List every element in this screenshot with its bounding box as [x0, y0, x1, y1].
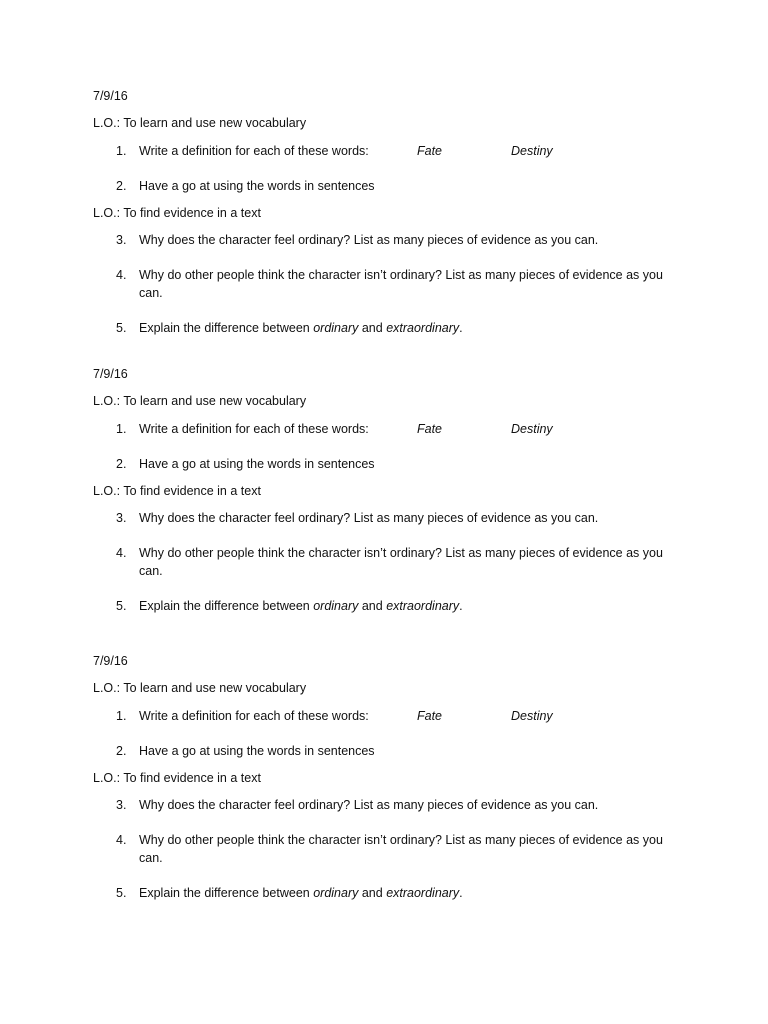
item-text: Write a definition for each of these words:	[139, 144, 369, 158]
item-text: Why does the character feel ordinary? List as many pieces of evidence as you can.	[139, 798, 599, 812]
item-number: 2.	[116, 179, 127, 193]
text-part: .	[459, 321, 463, 335]
item-text: Write a definition for each of these words:	[139, 422, 369, 436]
item-number: 5.	[116, 886, 127, 900]
text-part: Explain the difference between	[139, 886, 314, 900]
emphasis-word: extraordinary	[386, 886, 460, 900]
item-text: Why does the character feel ordinary? List as many pieces of evidence as you can.	[139, 511, 599, 525]
emphasis-word: extraordinary	[386, 321, 460, 335]
item-number: 2.	[116, 457, 127, 471]
item-text	[139, 319, 669, 337]
item-number: 5.	[116, 599, 127, 613]
date: 7/9/16	[93, 654, 128, 668]
item-text: Have a go at using the words in sentences	[139, 457, 375, 471]
date: 7/9/16	[93, 367, 128, 381]
learning-objective: L.O.: To find evidence in a text	[93, 206, 261, 220]
item-number: 4.	[116, 268, 127, 282]
item-number: 1.	[116, 709, 127, 723]
item-number: 3.	[116, 798, 127, 812]
vocab-word: Fate	[417, 709, 443, 723]
text-part: and	[358, 321, 387, 335]
text-part: Explain the difference between	[139, 321, 314, 335]
text-part: .	[459, 599, 463, 613]
text-part: and	[358, 599, 387, 613]
item-text: Have a go at using the words in sentences	[139, 744, 375, 758]
vocab-word: Destiny	[511, 709, 553, 723]
vocab-word: Destiny	[511, 422, 553, 436]
text-part: Explain the difference between	[139, 599, 314, 613]
item-number: 4.	[116, 546, 127, 560]
item-text: Have a go at using the words in sentences	[139, 179, 375, 193]
item-number: 5.	[116, 321, 127, 335]
item-number: 2.	[116, 744, 127, 758]
item-text	[139, 597, 669, 615]
vocab-word: Fate	[417, 422, 443, 436]
learning-objective: L.O.: To learn and use new vocabulary	[93, 116, 307, 130]
item-text: Write a definition for each of these words:	[139, 709, 369, 723]
learning-objective: L.O.: To find evidence in a text	[93, 484, 261, 498]
item-number: 1.	[116, 144, 127, 158]
item-text: Why do other people think the character isn’t ordinary? List as many pieces of evidence as you can.	[139, 833, 663, 865]
text-part: and	[358, 886, 387, 900]
item-number: 1.	[116, 422, 127, 436]
item-number: 4.	[116, 833, 127, 847]
learning-objective: L.O.: To learn and use new vocabulary	[93, 394, 307, 408]
learning-objective: L.O.: To learn and use new vocabulary	[93, 681, 307, 695]
emphasis-word: extraordinary	[386, 599, 460, 613]
item-text	[139, 884, 669, 902]
text-part: .	[459, 886, 463, 900]
vocab-word: Destiny	[511, 144, 553, 158]
emphasis-word: ordinary	[313, 321, 359, 335]
vocab-word: Fate	[417, 144, 443, 158]
item-number: 3.	[116, 233, 127, 247]
emphasis-word: ordinary	[313, 886, 359, 900]
learning-objective: L.O.: To find evidence in a text	[93, 771, 261, 785]
item-number: 3.	[116, 511, 127, 525]
date: 7/9/16	[93, 89, 128, 103]
item-text: Why do other people think the character isn’t ordinary? List as many pieces of evidence as you can.	[139, 546, 663, 578]
emphasis-word: ordinary	[313, 599, 359, 613]
item-text: Why do other people think the character isn’t ordinary? List as many pieces of evidence as you can.	[139, 268, 663, 300]
item-text: Why does the character feel ordinary? List as many pieces of evidence as you can.	[139, 233, 599, 247]
